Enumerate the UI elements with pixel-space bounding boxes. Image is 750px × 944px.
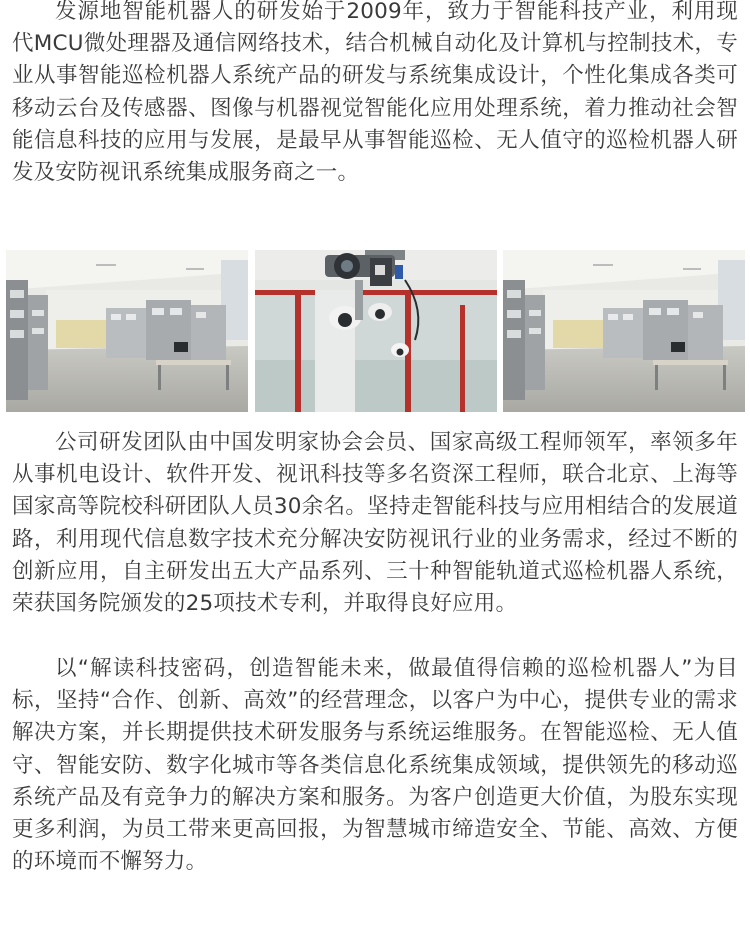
intro-paragraph: 发源地智能机器人的研发始于2009年，致力于智能科技产业，利用现代MCU微处理器及通信网络技术，结合机械自动化及计算机与控制技术，专业从事智能巡检机器人系统产品的研发与系统集成设计，个性化集成各类可移动云台及传感器、图像与机器视觉智能化应用处理系统，着力推动社会智能信息科技的应用与发展，是最早从事智能巡检、无人值守的巡检机器人研发及安防视讯系统集成服务商之一。 <box>12 0 738 186</box>
mission-paragraph: 以“解读科技密码，创造智能未来，做最值得信赖的巡检机器人”为目标，坚持“合作、创新、高效”的经营理念，以客户为中心，提供专业的需求解决方案，并长期提供技术研发服务与系统运维服务。在智能巡检、无人值守、智能安防、数字化城市等各类信息化系统集成领域，提供领先的移动巡系统产品及有竞争力的解决方案和服务。为客户创造更大价值，为股东实现更多利润，为员工带来更高回报，为智慧城市缔造安全、节能、高效、方便的环境而不懈努力。 <box>12 656 738 875</box>
inspection-robot-photo <box>255 250 497 412</box>
lab-room-photo <box>6 250 248 412</box>
photo-row <box>6 250 745 412</box>
lab-room-photo-2 <box>503 250 745 412</box>
team-paragraph: 公司研发团队由中国发明家协会会员、国家高级工程师领军，率领多年从事机电设计、软件开发、视讯科技等多名资深工程师，联合北京、上海等国家高等院校科研团队人员30余名。坚持走智能科技与应用相结合的发展道路，利用现代信息数字技术充分解决安防视讯行业的业务需求，经过不断的创新应用，自主研发出五大产品系列、三十种智能轨道式巡检机器人系统，荣获国务院颁发的25项技术专利，并取得良好应用。 <box>12 430 738 617</box>
